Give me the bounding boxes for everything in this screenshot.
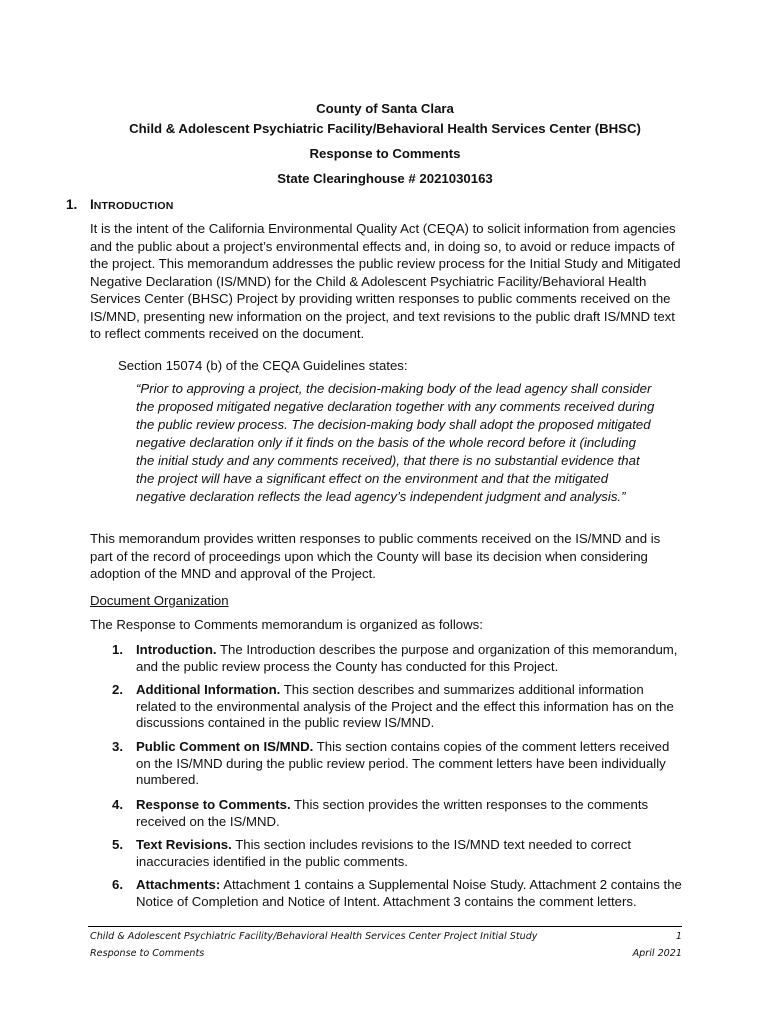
list-item-text: This section includes revisions to the IS/MND text needed to correct inaccuracies identified in the public comments. bbox=[136, 837, 631, 869]
guidelines-quote: “Prior to approving a project, the decision-making body of the lead agency shall consider the proposed mitigated negative declaration together with any comments received during the public review process. The decision-making body shall adopt the proposed mitigated negative declaration only if it finds on the basis of the whole record before it (including the initial study and any comments received), that there is no substantial evidence that the project will have a significant effect on the environment and that the mitigated negative declaration reflects the lead agency’s independent judgment and analysis.” bbox=[136, 381, 655, 504]
clearinghouse-number: State Clearinghouse # 2021030163 bbox=[277, 171, 493, 186]
section-title-rest: NTRODUCTION bbox=[93, 200, 174, 212]
list-item-number: 1. bbox=[112, 642, 123, 657]
list-item bbox=[112, 837, 684, 870]
footer-subtitle: Response to Comments bbox=[90, 948, 205, 959]
section-number: 1. bbox=[66, 197, 78, 212]
section-heading-introduction bbox=[66, 196, 174, 216]
list-item-text: This section contains copies of the comment letters received on the IS/MND during the public review period. The comment letters have been individually numbered. bbox=[136, 739, 670, 787]
list-item-lead: Additional Information. bbox=[136, 682, 281, 697]
list-item bbox=[112, 642, 684, 675]
list-item bbox=[112, 797, 684, 830]
list-item-text: The Introduction describes the purpose and organization of this memorandum, and the public review process the County has conducted for this Project. bbox=[136, 642, 678, 674]
list-item bbox=[112, 877, 684, 910]
list-item-number: 4. bbox=[112, 797, 123, 812]
footer-page-number: 1 bbox=[675, 931, 682, 942]
list-item-number: 3. bbox=[112, 739, 123, 754]
list-item bbox=[112, 739, 684, 789]
intro-paragraph: It is the intent of the California Environmental Quality Act (CEQA) to solicit information from agencies and the public about a project’s environmental effects and, in doing so, to avoid or reduce impacts of the project. This memorandum addresses the public review process for the Initial Study and Mitigated Negative Declaration (IS/MND) for the Child & Adolescent Psychiatric Facility/Behavioral Health Services Center (BHSC) Project by providing written responses to public comments received on the IS/MND, presenting new information on the project, and text revisions to the public draft IS/MND text to reflect comments received on the document. bbox=[90, 221, 681, 341]
list-item-number: 5. bbox=[112, 837, 123, 852]
list-item-text: This section provides the written responses to the comments received on the IS/MND. bbox=[136, 797, 649, 829]
list-item-lead: Text Revisions. bbox=[136, 837, 232, 852]
list-item-lead: Attachments: bbox=[136, 877, 221, 892]
facility-title: Child & Adolescent Psychiatric Facility/Behavioral Health Services Center (BHSC) bbox=[129, 121, 641, 136]
document-organization-heading: Document Organization bbox=[90, 593, 229, 608]
footer-line-1 bbox=[90, 929, 682, 944]
guidelines-intro: Section 15074 (b) of the CEQA Guidelines states: bbox=[118, 358, 408, 373]
footer-line-2 bbox=[90, 946, 682, 961]
list-item-text: This section describes and summarizes additional information related to the environmental analysis of the Project and the effect this information has on the discussions contained in the public review IS/MND. bbox=[136, 682, 674, 730]
section-title-initial: I bbox=[90, 197, 94, 212]
list-item-number: 6. bbox=[112, 877, 123, 892]
list-item-number: 2. bbox=[112, 682, 123, 697]
footer-title: Child & Adolescent Psychiatric Facility/Behavioral Health Services Center Project Initial Study bbox=[90, 931, 538, 942]
list-item-lead: Response to Comments. bbox=[136, 797, 291, 812]
footer-date: April 2021 bbox=[632, 948, 682, 959]
footer-divider bbox=[88, 926, 682, 927]
record-paragraph: This memorandum provides written responses to public comments received on the IS/MND and is part of the record of proceedings upon which the County will base its decision when considering adoption of the MND and approval of the Project. bbox=[90, 531, 661, 581]
document-type-title: Response to Comments bbox=[309, 146, 461, 161]
list-item-lead: Introduction. bbox=[136, 642, 217, 657]
list-item-lead: Public Comment on IS/MND. bbox=[136, 739, 314, 754]
list-item-text: Attachment 1 contains a Supplemental Noise Study. Attachment 2 contains the Notice of Completion and Notice of Intent. Attachment 3 contains the comment letters. bbox=[136, 877, 682, 909]
organization-intro: The Response to Comments memorandum is organized as follows: bbox=[90, 617, 483, 632]
county-title: County of Santa Clara bbox=[316, 101, 454, 116]
list-item bbox=[112, 682, 684, 732]
